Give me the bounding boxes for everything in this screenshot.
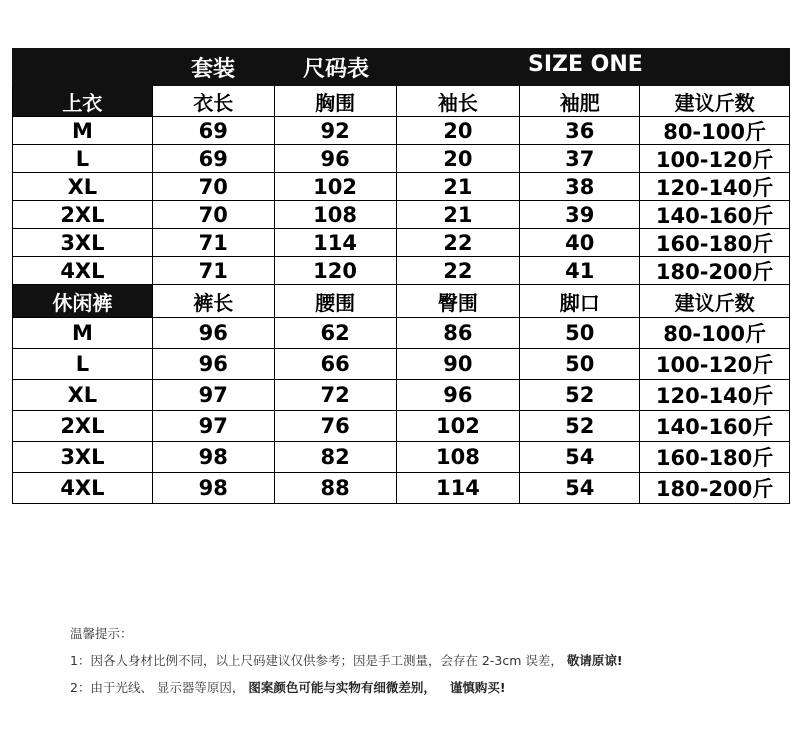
tops-value-cell: 20 [397,117,521,145]
tops-size-cell: 4XL [13,257,153,285]
pants-value-cell: 82 [275,442,397,473]
pants-value-cell: 66 [275,349,397,380]
title-size-label: SIZE ONE [528,52,643,77]
tops-value-cell: 37 [520,145,640,173]
tops-header-cell: 建议斤数 [640,86,790,117]
pants-value-cell: 114 [397,473,521,504]
tops-size-cell: 3XL [13,229,153,257]
pants-value-cell: 54 [520,473,640,504]
notes-line-2 [70,678,623,705]
tops-value-cell: 92 [275,117,397,145]
pants-value-cell: 96 [153,349,275,380]
pants-value-cell: 97 [153,411,275,442]
pants-value-cell: 108 [397,442,521,473]
title-chart-label: 尺码表 [303,57,370,82]
pants-value-cell: 54 [520,442,640,473]
size-chart-table [12,48,790,504]
pants-value-cell: 72 [275,380,397,411]
pants-row [12,380,790,411]
pants-section-label: 休闲裤 [13,285,153,318]
pants-value-cell: 180-200斤 [640,473,790,504]
tops-row [12,201,790,229]
pants-value-cell: 62 [275,318,397,349]
tops-size-cell: M [13,117,153,145]
tops-value-cell: 69 [153,117,275,145]
pants-size-cell: 4XL [13,473,153,504]
pants-value-cell: 88 [275,473,397,504]
tops-value-cell: 40 [520,229,640,257]
pants-header-cell: 裤长 [153,285,275,318]
tops-value-cell: 180-200斤 [640,257,790,285]
pants-header-cell: 脚口 [520,285,640,318]
tops-row [12,173,790,201]
tops-value-cell: 140-160斤 [640,201,790,229]
tops-value-cell: 22 [397,257,521,285]
tops-header-cell: 胸围 [275,86,397,117]
pants-header-cell: 建议斤数 [640,285,790,318]
tops-value-cell: 108 [275,201,397,229]
tops-value-cell: 71 [153,257,275,285]
pants-value-cell: 96 [153,318,275,349]
tops-section-label: 上衣 [13,86,153,117]
pants-row [12,411,790,442]
pants-value-cell: 160-180斤 [640,442,790,473]
notes-line-2-emphasis: 图案颜色可能与实物有细微差别， [248,680,436,695]
tops-value-cell: 69 [153,145,275,173]
tops-value-cell: 96 [275,145,397,173]
pants-header-cell: 臀围 [397,285,521,318]
tops-row [12,117,790,145]
pants-size-cell: M [13,318,153,349]
pants-size-cell: 3XL [13,442,153,473]
pants-value-cell: 86 [397,318,521,349]
tops-value-cell: 120-140斤 [640,173,790,201]
pants-size-cell: 2XL [13,411,153,442]
pants-value-cell: 50 [520,318,640,349]
title-set-label: 套装 [191,57,236,82]
pants-value-cell: 52 [520,380,640,411]
tops-row [12,229,790,257]
notes-line-1-text: 1：因各人身材比例不同，以上尺码建议仅供参考；因是手工测量，会存在 2-3cm 误差， [70,653,563,668]
tops-value-cell: 120 [275,257,397,285]
pants-row [12,473,790,504]
pants-value-cell: 50 [520,349,640,380]
notes-line-2-emphasis-2: 谨慎购买! [449,680,506,695]
tops-value-cell: 160-180斤 [640,229,790,257]
pants-value-cell: 98 [153,473,275,504]
tops-value-cell: 80-100斤 [640,117,790,145]
tops-value-cell: 114 [275,229,397,257]
pants-header-row [12,285,790,318]
pants-value-cell: 90 [397,349,521,380]
notes-heading: 温馨提示： [70,626,133,641]
notes-line-2-text: 2：由于光线、 显示器等原因， [70,680,245,695]
notes-line-1-emphasis: 敬请原谅! [566,653,623,668]
tops-size-cell: XL [13,173,153,201]
pants-size-cell: XL [13,380,153,411]
tops-value-cell: 71 [153,229,275,257]
pants-row [12,318,790,349]
pants-value-cell: 102 [397,411,521,442]
pants-size-cell: L [13,349,153,380]
title-bar [12,48,790,86]
tops-value-cell: 41 [520,257,640,285]
tops-header-cell: 衣长 [153,86,275,117]
tops-value-cell: 100-120斤 [640,145,790,173]
tops-value-cell: 70 [153,201,275,229]
tops-value-cell: 38 [520,173,640,201]
tops-value-cell: 36 [520,117,640,145]
tops-row [12,257,790,285]
notes-section [70,624,623,705]
tops-value-cell: 21 [397,173,521,201]
tops-value-cell: 39 [520,201,640,229]
tops-row [12,145,790,173]
pants-value-cell: 98 [153,442,275,473]
tops-size-cell: 2XL [13,201,153,229]
pants-value-cell: 76 [275,411,397,442]
tops-header-row [12,86,790,117]
tops-size-cell: L [13,145,153,173]
notes-line-1 [70,651,623,678]
pants-value-cell: 80-100斤 [640,318,790,349]
tops-value-cell: 22 [397,229,521,257]
tops-value-cell: 102 [275,173,397,201]
pants-row [12,349,790,380]
pants-value-cell: 97 [153,380,275,411]
tops-value-cell: 20 [397,145,521,173]
tops-header-cell: 袖肥 [520,86,640,117]
pants-header-cell: 腰围 [275,285,397,318]
pants-row [12,442,790,473]
tops-value-cell: 21 [397,201,521,229]
pants-value-cell: 96 [397,380,521,411]
pants-value-cell: 100-120斤 [640,349,790,380]
tops-value-cell: 70 [153,173,275,201]
tops-header-cell: 袖长 [397,86,521,117]
pants-value-cell: 120-140斤 [640,380,790,411]
pants-value-cell: 140-160斤 [640,411,790,442]
pants-value-cell: 52 [520,411,640,442]
